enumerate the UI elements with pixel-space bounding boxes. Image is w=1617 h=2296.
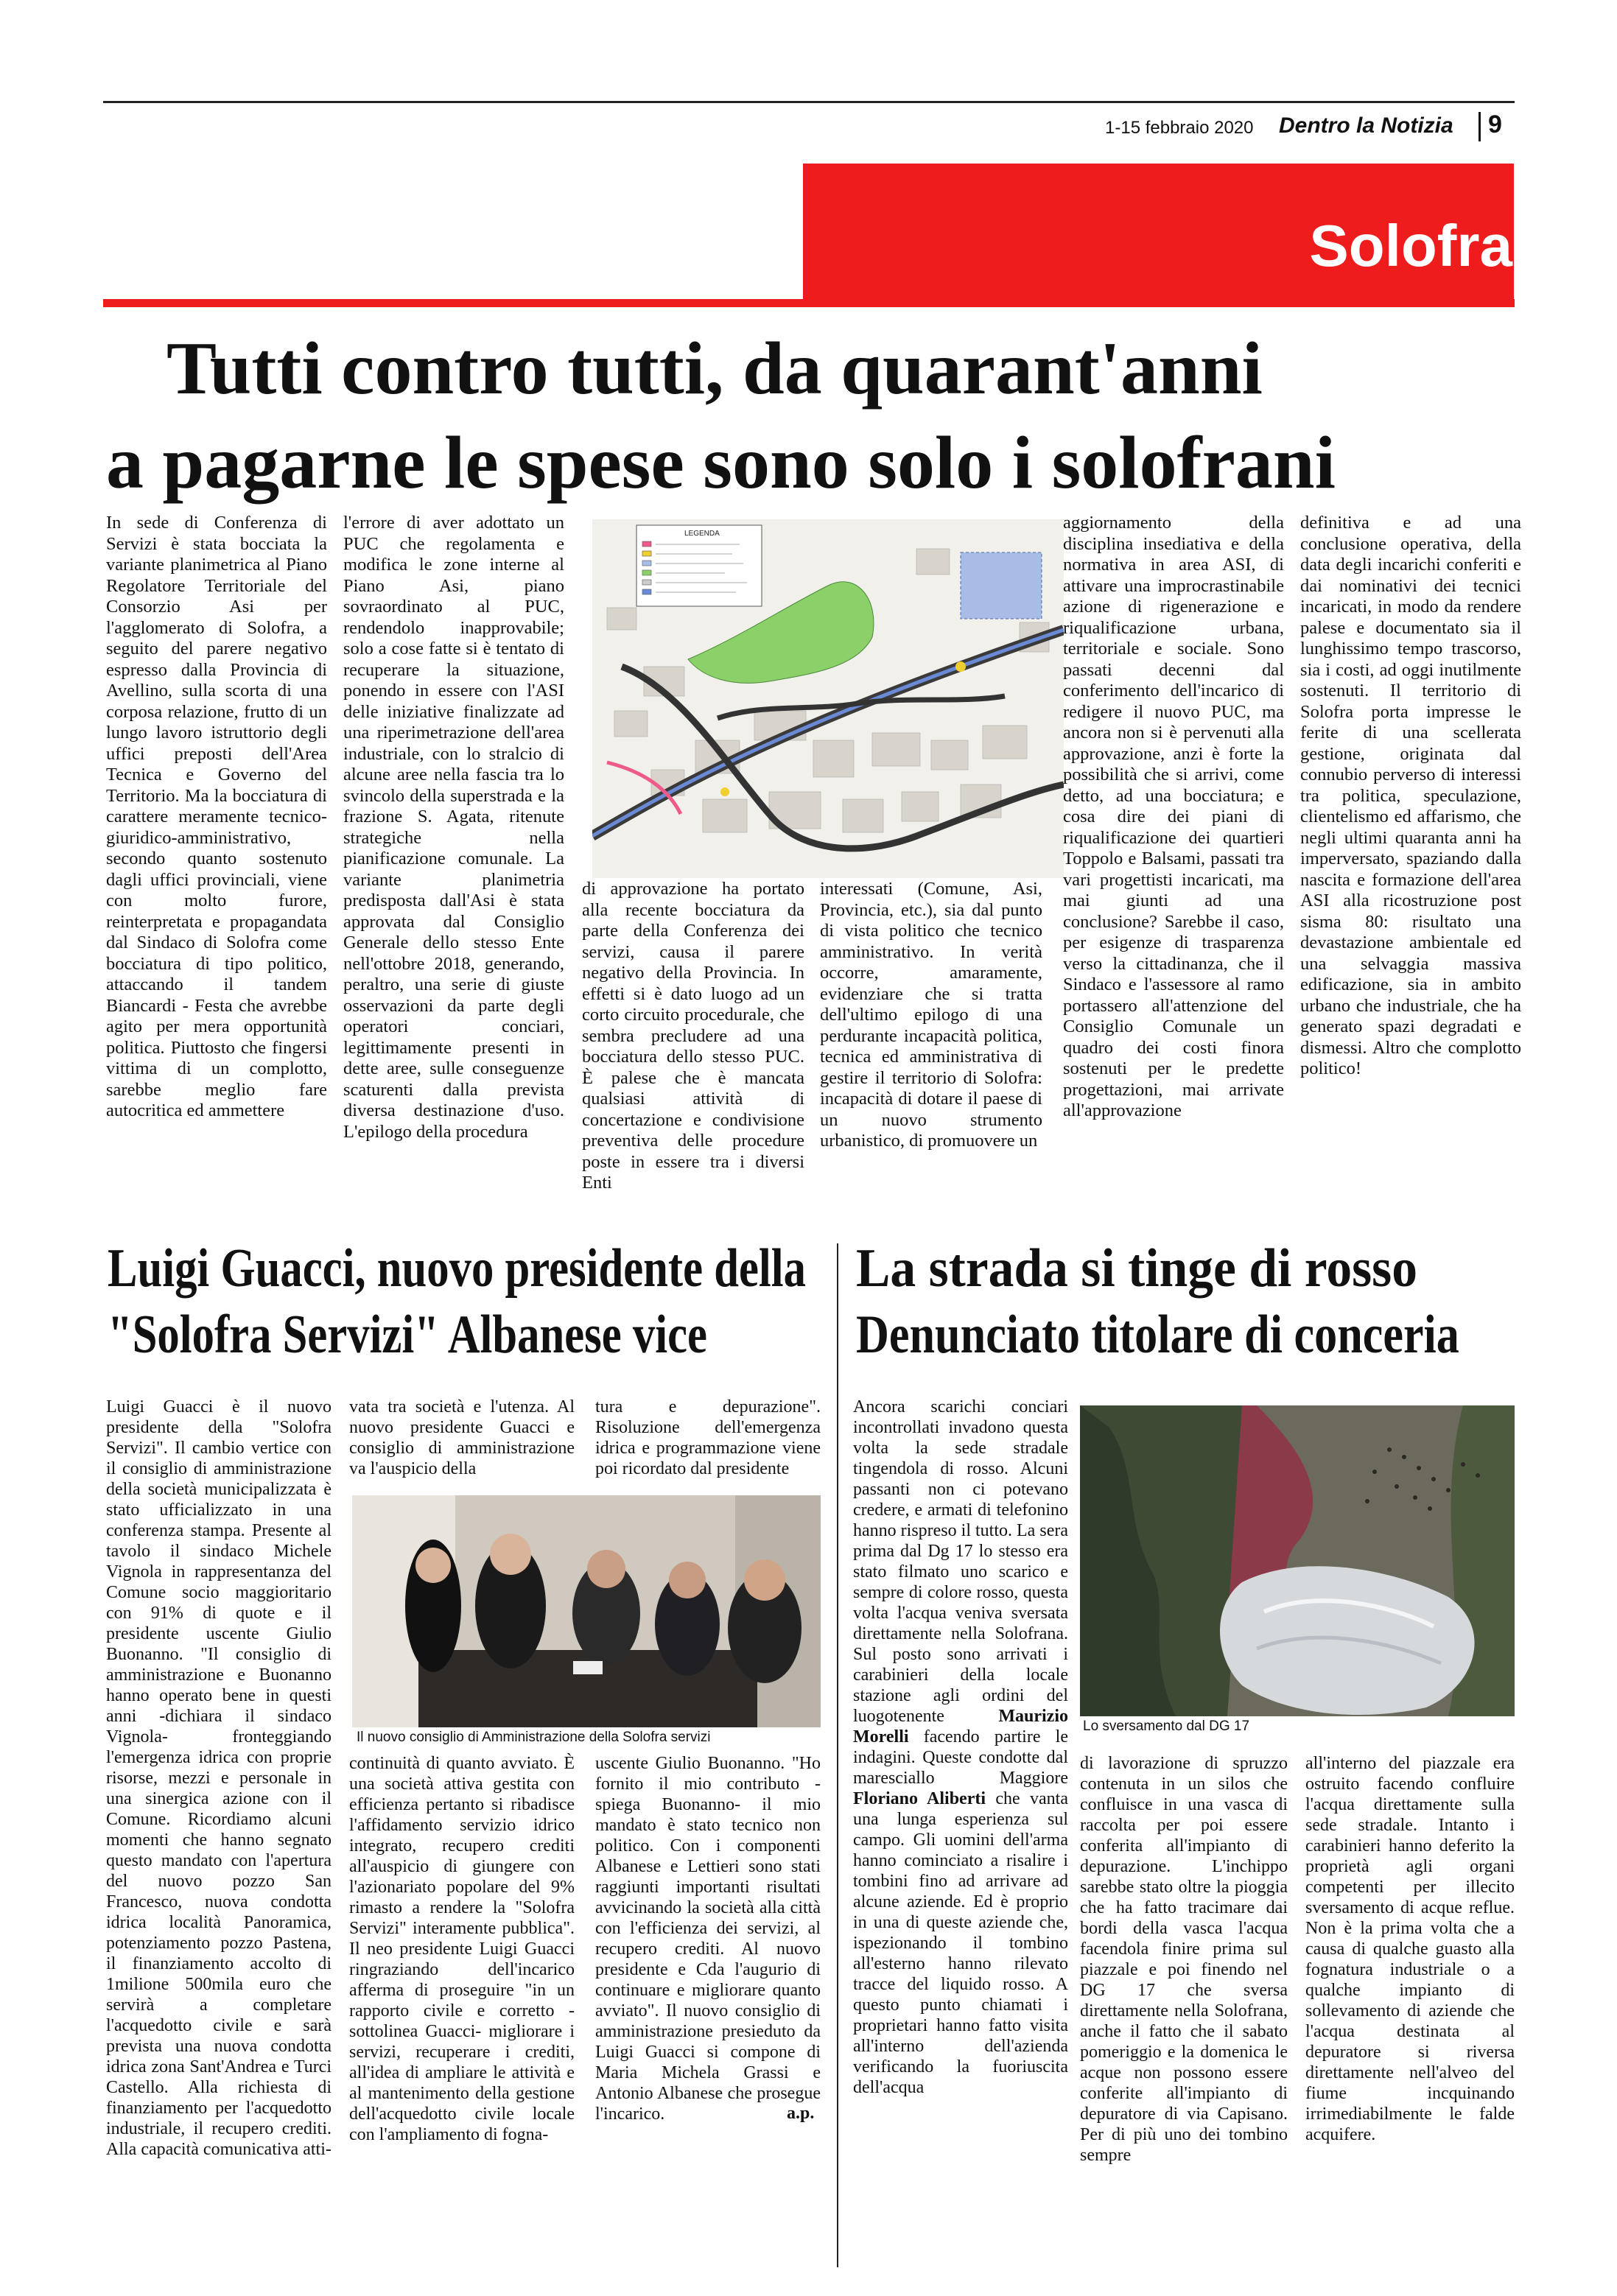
article3-name-aliberti: Floriano Aliberti <box>853 1789 986 1808</box>
asi-map-graphic <box>592 519 1064 878</box>
brand-name: Dentro la Notizia <box>1279 113 1453 138</box>
article1-headline-line1: Tutti contro tutti, da quarant'anni <box>166 327 1263 410</box>
article2-column-3-bottom: uscente Giulio Buonanno. "Ho fornito il mio contributo -spiega Buonanno- il mio mandato è stato tecnico non politico. Con i componenti Albanese e Lettieri sono stati raggiunti importanti risultati avvicinando la società alla città con l'efficienza dei servizi, al recupero crediti. Al nuovo presidente e Cda l'augurio di continuare e migliorare quanto avviato". Il nuovo consiglio di amministrazione presieduto da Luigi Guacci si compone di Maria Michela Grassi e Antonio Albanese che prosegue l'incarico. <box>595 1754 821 2124</box>
article2-signature: a.p. <box>787 2104 815 2123</box>
issue-date: 1-15 febbraio 2020 <box>1105 118 1254 138</box>
article2-column-2-bottom: continuità di quanto avviato. È una società attiva gestita con efficienza pertanto si ribadisce l'affidamento servizio idrico integrato, recupero crediti all'auspicio di giungere con l'azionariato popolare del 9% rimasto a rendere la "Solofra Servizi" interamente pubblica". Il neo presidente Luigi Guacci ringraziando dell'incarico afferma di proseguire "in un rapporto civile e corretto -sottolinea Guacci- migliorare i servizi, recuperare i crediti, all'idea di ampliare le attività e al mantenimento della gestione dell'acquedotto civile locale con l'ampliamento di fogna- <box>349 1754 575 2144</box>
article3-col1-text-a: Ancora scarichi conciari incontrollati invadono questa volta la sede stradale tingendola di rosso. Alcuni passanti non ci potevano credere, e armati di telefonino hanno rispreso il tutto. La sera prima dal Dg 17 lo stesso era stato filmato uno scarico e sempre di colore rosso, questa volta l'acqua veniva sversata direttamente nella Solofrana. Sul posto sono arrivati i carabinieri della locale stazione agli ordini del luogotenente <box>853 1397 1068 1726</box>
column-divider <box>837 1243 838 2267</box>
article2-column-2-top: vata tra società e l'utenza. Al nuovo presidente Guacci e consiglio di amministrazione va l'auspicio della <box>349 1397 575 1478</box>
top-rule <box>103 101 1515 103</box>
asi-map <box>592 519 1064 878</box>
article3-col1-text-c: che vanta una lunga esperienza sul campo. Gli uomini dell'arma hanno cominciato a risalire i tombini fino ad arrivare ad alcune aziende. Ed è proprio in una di queste aziende che, ispezionando il tombino all'esterno hanno rilevato tracce del liquido rosso. A questo punto chiamati i proprietari hanno fatto visita all'interno dell'azienda verificando la fuoriuscita dell'acqua <box>853 1789 1068 2097</box>
article3-column-3: all'interno del piazzale era ostruito facendo confluire l'acqua direttamente sulla sede stradale. Intanto i carabinieri hanno deferito la proprietà agli organi competenti per illecito sversamento di acque reflue. Non è la prima volta che a causa di qualche guasto alla fognatura industriale o a qualche impianto di sollevamento di aziende che l'acqua destinata al depuratore si riversa direttamente nell'alveo del fiume incquinando irrimediabilmente le falde acquifere. <box>1305 1754 1515 2144</box>
article1-headline-line2: a pagarne le spese sono solo i solofrani <box>106 421 1336 505</box>
article1-column-4: interessati (Comune, Asi, Provincia, etc.), sia dal punto di vista politico che tecnico amministrativo. In verità occorre, amaramente, evidenziare che si tratta dell'ultimo epilogo di una perdurante incapacità politica, tecnica ed amministrativa di gestire il territorio di Solofra: incapacità di dotare il paese di un nuovo strumento urbanistico, di promuovere un <box>820 879 1042 1151</box>
article2-headline-line1: Luigi Guacci, nuovo presidente della <box>108 1238 806 1299</box>
article3-name-morelli: Maurizio Morelli <box>853 1707 1068 1746</box>
article3-column-1 <box>853 1397 1068 2266</box>
article1-column-3: di approvazione ha portato alla recente bocciatura da parte della Conferenza dei servizi, causa il parere negativo della Provincia. In effetti si è dato luogo ad un corto circuito procedurale, che sembra precludere ad una bocciatura dello stesso PUC. È palese che è mancata qualsiasi attività di concertazione e condivisione preventiva delle procedure poste in essere tra i diversi Enti <box>582 879 804 1193</box>
header-separator <box>1479 112 1481 141</box>
article1-column-2: l'errore di aver adottato un PUC che regolamenta e modifica le zone interne al Piano Asi, piano sovraordinato al PUC, rendendolo inapprovabile; solo a cose fatte si è tentato di recuperare la situazione, ponendo in essere con l'ASI delle iniziative finalizzate ad una riperimetrazione dell'area industriale, con lo stralcio di alcune aree nella fascia tra lo svincolo della superstrada e la frazione S. Agata, ritenute strategiche nella pianificazione comunale. La variante planimetria predisposta dall'Asi è stata approvata dal Consiglio Generale dello stesso Ente nell'ottobre 2018, generando, peraltro, una serie di giuste osservazioni da parte degli operatori conciari, legittimamente presenti in dette aree, sulle conseguenze scaturenti dalla prevista diversa destinazione d'uso. L'epilogo della procedura <box>343 513 564 1142</box>
spill-photo-caption: Lo sversamento dal DG 17 <box>1083 1719 1250 1734</box>
council-photo <box>352 1495 821 1727</box>
article3-headline-line1: La strada si tinge di rosso <box>856 1238 1418 1299</box>
article1-column-6: definitiva e ad una conclusione operativa, della data degli incarichi conferiti e dai nominativi dei tecnici incaricati, in modo da rendere palese e documentato sia il lunghissimo tempo trascorso, sia i costi, ad oggi inutilmente sostenuti. Il territorio di Solofra porta impresse le ferite di una scellerata gestione, originata dal connubio perverso di interessi tra politica, speculazione, clientelismo ed affarismo, che negli ultimi quaranta anni ha imperversato, spaziando dalla nascita e formazione dell'area ASI alla ricostruzione post sisma 80: risultato una devastazione ambientale ed una selvaggia massiva edificazione, sia in ambito urbano che industriale, che ha generato spazi degradati e dismessi. Altro che complotto politico! <box>1300 513 1521 1078</box>
map-legend-title: LEGENDA <box>684 530 720 538</box>
article3-col1-text-b: facendo partire le indagini. Queste condotte dal maresciallo Maggiore <box>853 1727 1068 1788</box>
spill-photo <box>1080 1405 1515 1716</box>
article2-column-1: Luigi Guacci è il nuovo presidente della "Solofra Servizi". Il cambio vertice con il consiglio di amministrazione della società municipalizzata è stato ufficializzato in una conferenza stampa. Presente al tavolo il sindaco Michele Vignola in rappresentanza del Comune socio maggioritario con 91% di quote e il presidente uscente Giulio Buonanno. "Il consiglio di amministrazione e Buonanno hanno operato bene in questi anni -dichiara il sindaco Vignola- fronteggiando l'emergenza idrica con proprie risorse, mezzi e personale in una sinergica azione con il Comune. Ricordiamo alcuni momenti che hanno segnato questo mandato con l'apertura del nuovo pozzo San Francesco, nuova condotta idrica località Panoramica, potenziamento pozzo Pastena, il finanziamento accolto di 1milione 500mila euro che servirà a completare l'acquedotto civile e sarà prevista una nuova condotta idrica zona Sant'Andrea e Turci Castello. Alla richiesta di finanziamento per l'acquedotto industriale, il recupero crediti. Alla capacità comunicativa atti- <box>106 1397 332 2159</box>
article1-column-1: In sede di Conferenza di Servizi è stata bocciata la variante planimetrica al Piano Regolatore Territoriale del Consorzio Asi per l'agglomerato di Solofra, a seguito del parere negativo espresso dalla Provincia di Avellino, sulla scorta di una corposa relazione, frutto di un lungo lavoro istruttorio degli uffici preposti dell'Area Tecnica e Governo del Territorio. Ma la bocciatura di carattere meramente tecnico-giuridico-amministrativo, secondo quanto sostenuto dagli uffici provinciali, viene con molto furore, reinterpretata e propagandata dal Sindaco di Solofra come bocciatura di tipo politico, attaccando il tandem Biancardi - Festa che avrebbe agito per mera opportunità politica. Piuttosto che fingersi vittima di un complotto, sarebbe meglio fare autocritica ed ammettere <box>106 513 327 1120</box>
article2-headline-line2: "Solofra Servizi" Albanese vice <box>108 1305 707 1365</box>
article3-headline-line2: Denunciato titolare di conceria <box>856 1305 1459 1365</box>
spill-photo-image <box>1080 1405 1515 1716</box>
section-rule <box>103 299 1515 307</box>
council-photo-caption: Il nuovo consiglio di Amministrazione della Solofra servizi <box>357 1730 711 1745</box>
article3-column-2: di lavorazione di spruzzo contenuta in un silos che confluisce in una vasca di raccolta per poi essere conferita all'impianto di depurazione. L'inchippo sarebbe stato oltre la pioggia che ha fatto tracimare dai bordi della vasca l'acqua facendola finire prima sul piazzale e poi finendo nel DG 17 che sversa direttamente nella Solofrana, anche il fatto che il sabato pomeriggio e la domenica le acque non possono essere conferite all'impianto di depuratore di via Capisano. Per di più uno dei tombino sempre <box>1080 1754 1288 2165</box>
council-photo-image <box>352 1495 821 1727</box>
article1-column-5: aggiornamento della disciplina insediativa e della normativa in area ASI, di attivare una improcrastinabile azione di rigenerazione e riqualificazione urbana, territoriale e sociale. Sono passati decenni dal conferimento dell'incarico di redigere il nuovo PUC, ma ancora non si è pervenuti alla approvazione, anzi è forte la possibilità che si arrivi, come detto, ad una bocciatura; e cosa dire dei piani di riqualificazione dei quartieri Toppolo e Balsami, passati tra vari progettisti incaricati, ma mai giunti ad una conclusione? Sarebbe il caso, per esigenze di trasparenza verso la cittadinanza, che il Sindaco e l'assessore al ramo portassero all'attenzione del Consiglio Comunale un quadro dei costi finora sostenuti per le predette progettazioni, mai arrivate all'approvazione <box>1063 513 1284 1120</box>
article2-column-3-top: tura e depurazione". Risoluzione dell'emergenza idrica e programmazione viene poi ricordato dal presidente <box>595 1397 821 1478</box>
page-number: 9 <box>1488 110 1502 138</box>
section-label: Solofra <box>1309 213 1512 278</box>
